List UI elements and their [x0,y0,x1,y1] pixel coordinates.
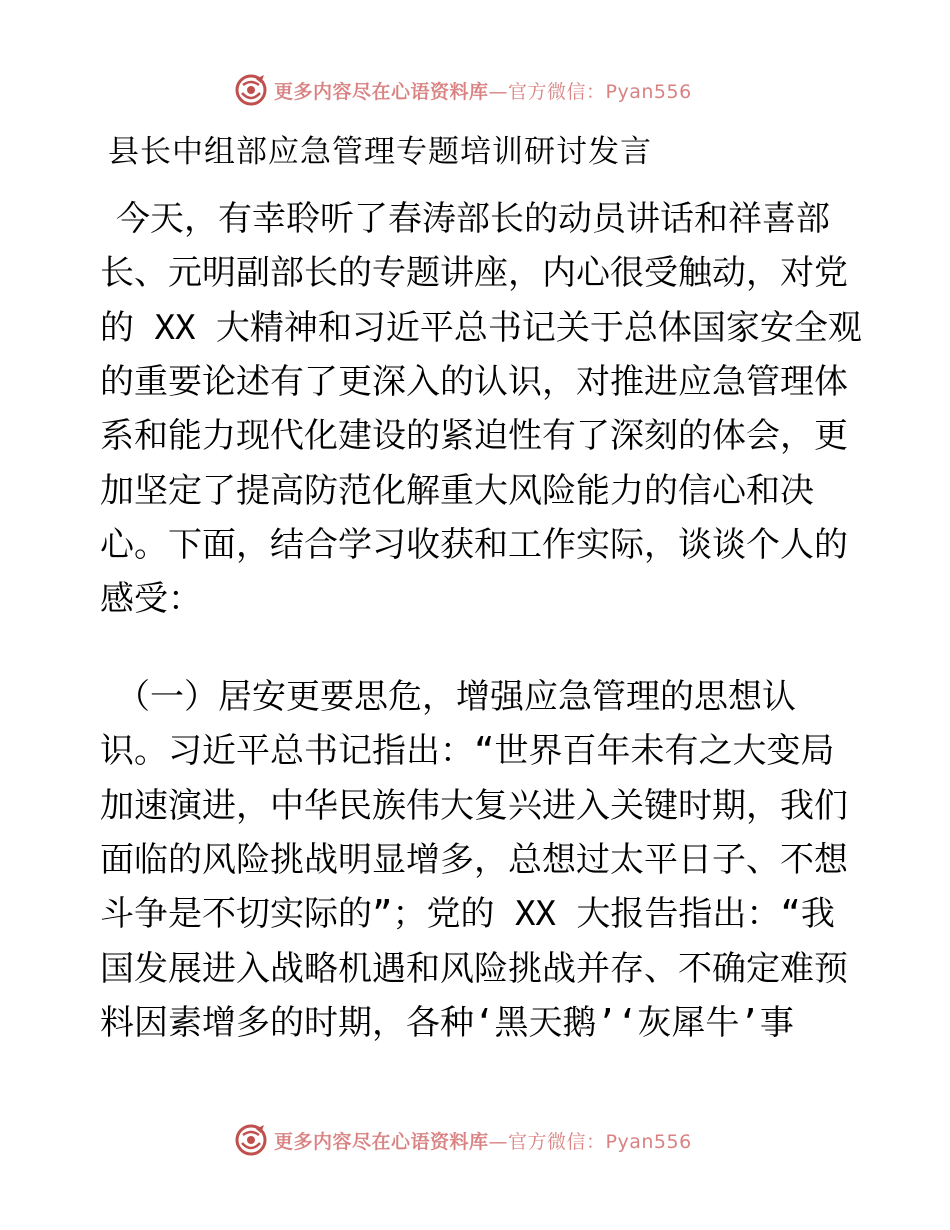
watermark-separator: — [488,80,509,103]
paragraph-2-line: 加速演进，中华民族伟大复兴进入关键时期，我们 [100,785,848,826]
paragraph-1-line: 今天，有幸聆听了春涛部长的动员讲话和祥喜部 [116,199,830,239]
paragraph-1-line: 的 XX 大精神和习近平总书记关于总体国家安全观 [100,307,862,348]
watermark-separator: — [488,1130,509,1153]
paragraph-1-line: 长、元明副部长的专题讲座，内心很受触动，对党 [100,253,848,294]
paragraph-1-line: 加坚定了提高防范化解重大风险能力的信心和决 [100,470,814,511]
watermark-wechat-label: 官方微信： [508,1130,606,1153]
watermark-text [274,77,692,104]
watermark-wechat-id: Pyan556 [605,1130,692,1153]
document-title: 县长中组部应急管理专题培训研讨发言 [108,134,652,170]
paragraph-2-line: 国发展进入战略机遇和风险挑战并存、不确定难预 [100,948,848,989]
watermark-wechat-label: 官方微信： [508,80,606,103]
header-watermark [234,72,692,108]
paragraph-1-line: 心。下面，结合学习收获和工作实际，谈谈个人的 [100,524,848,565]
watermark-wechat-id: Pyan556 [605,80,692,103]
paragraph-2-line: 料因素增多的时期，各种‘黑天鹅’‘灰犀牛’事 [100,1002,794,1043]
paragraph-2-line: 斗争是不切实际的”；党的 XX 大报告指出：“我 [100,894,835,935]
paragraph-2-line: 面临的风险挑战明显增多，总想过太平日子、不想 [100,839,848,880]
brand-logo-icon [234,73,268,107]
watermark-text [274,1127,692,1154]
watermark-brand: 更多内容尽在心语资料库 [274,1130,489,1153]
footer-watermark [234,1122,692,1158]
paragraph-2-line: （一）居安更要思危，增强应急管理的思想认 [116,677,796,717]
paragraph-1-line: 系和能力现代化建设的紧迫性有了深刻的体会，更 [100,416,848,457]
paragraph-2-line: 识。习近平总书记指出：“世界百年未有之大变局 [100,731,835,772]
paragraph-1-line: 感受： [100,579,202,620]
brand-logo-icon [234,1123,268,1157]
paragraph-1-line: 的重要论述有了更深入的认识，对推进应急管理体 [100,361,848,402]
watermark-brand: 更多内容尽在心语资料库 [274,80,489,103]
